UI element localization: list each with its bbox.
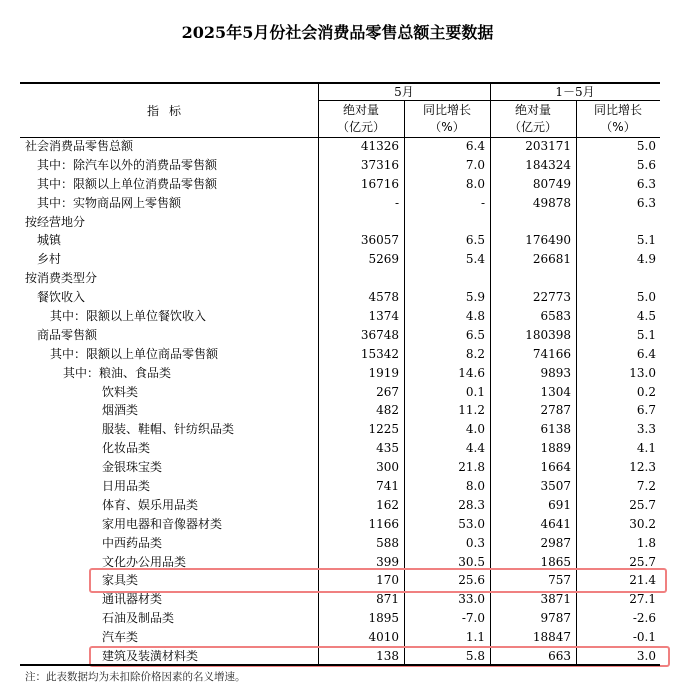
table-row [20,439,660,458]
may-yoy-value: 4.4 [465,441,485,456]
ytd-abs-value: 4641 [540,516,571,531]
ytd-abs-value: 663 [548,649,571,664]
ytd-yoy-value: -2.6 [632,611,656,626]
ytd-yoy-value: 7.2 [636,479,656,494]
ytd-abs-value: 6583 [540,309,571,324]
row-label: 城镇 [37,233,62,248]
table-row [20,609,660,628]
ytd-yoy-value: 25.7 [629,554,656,569]
row-label: 按经营地分 [25,214,86,229]
may-yoy-value: 5.9 [465,290,485,305]
row-label: 服装、鞋帽、针纺织品类 [102,422,235,437]
may-abs-value: 15342 [360,346,399,361]
ytd-yoy-value: 30.2 [629,516,656,531]
ytd-abs-value: 6138 [540,422,571,437]
may-abs-value: 435 [376,441,399,456]
table-row [20,307,660,326]
ytd-abs-value: 203171 [525,139,571,153]
ytd-yoy-value: 12.3 [629,460,656,475]
table-row [20,156,660,175]
ytd-abs-value: 2987 [540,535,571,550]
row-label: 其中：除汽车以外的消费品零售额 [37,157,218,172]
ytd-yoy-value: 13.0 [629,365,656,380]
may-abs-value: 1919 [368,365,399,380]
row-label: 建筑及装潢材料类 [102,649,199,664]
row-label: 体育、娱乐用品类 [102,497,199,512]
row-label: 商品零售额 [37,327,98,342]
may-yoy-value: 25.6 [458,573,485,588]
ytd-abs-value: 80749 [532,176,571,191]
table-row [20,137,660,156]
table-row [20,515,660,534]
may-yoy-value: 5.4 [465,252,485,267]
row-label: 日用品类 [102,479,151,494]
may-abs-value: 36748 [360,327,399,342]
may-yoy-value: 1.1 [465,630,485,645]
ytd-abs-value: 26681 [532,252,571,267]
may-yoy-value: 4.0 [465,422,485,437]
table-row [20,288,660,307]
ytd-abs-value: 757 [548,573,571,588]
may-abs-value: 588 [376,535,399,550]
table-row [20,250,660,269]
may-abs-value: 138 [376,649,399,664]
ytd-abs-value: 184324 [525,157,571,172]
may-abs-value: 300 [376,460,399,475]
ytd-abs-value: 9893 [540,365,571,380]
may-abs-value: 37316 [360,157,399,172]
may-yoy-value: 0.1 [465,384,485,399]
ytd-yoy-value: 21.4 [629,573,656,588]
may-abs-value: 399 [376,554,399,569]
header-ytd-abs: 绝对量 （亿元） [508,103,557,134]
table-row [20,326,660,345]
ytd-yoy-value: 4.1 [636,441,656,456]
row-label: 文化办公用品类 [102,554,187,569]
ytd-abs-value: 9787 [540,611,571,626]
table-row [20,534,660,553]
may-yoy-value: 14.6 [458,365,485,380]
row-label: 烟酒类 [102,403,139,418]
ytd-yoy-value: -0.1 [632,630,656,645]
may-yoy-value: 0.3 [465,535,485,550]
row-label: 金银珠宝类 [102,460,163,475]
ytd-yoy-value: 6.3 [636,195,656,210]
ytd-yoy-value: 5.0 [636,139,656,153]
may-yoy-value: 6.4 [465,139,485,153]
ytd-yoy-value: 5.0 [636,290,656,305]
ytd-yoy-value: 27.1 [629,592,656,607]
row-label: 家具类 [102,573,139,588]
table-row [20,628,660,647]
may-abs-value: 4010 [368,630,399,645]
ytd-abs-value: 180398 [525,327,571,342]
may-yoy-value: 33.0 [458,592,485,607]
table-row [20,231,660,250]
row-label: 其中：限额以上单位消费品零售额 [37,176,218,191]
may-abs-value: 871 [376,592,399,607]
may-abs-value: 16716 [360,176,399,191]
header-may-abs: 绝对量 （亿元） [336,103,385,134]
ytd-abs-value: 49878 [532,195,571,210]
table-row [20,194,660,213]
may-abs-value: 41326 [360,139,399,153]
table-bottom-rule [20,664,660,666]
row-label: 乡村 [37,252,62,267]
may-abs-value: - [394,195,399,210]
ytd-abs-value: 2787 [540,403,571,418]
row-label: 通讯器材类 [102,592,163,607]
table-row [20,477,660,496]
footnote: 注：此表数据均为未扣除价格因素的名义增速。 [25,671,246,683]
may-abs-value: 4578 [368,290,399,305]
may-abs-value: 741 [376,479,399,494]
table-row [20,496,660,515]
header-group-may: 5月 [394,85,414,99]
may-abs-value: 1225 [368,422,399,437]
table-row [20,345,660,364]
row-label: 其中：粮油、食品类 [63,365,172,380]
ytd-abs-value: 1889 [540,441,571,456]
header-may-yoy: 同比增长 （%） [422,103,471,134]
ytd-yoy-value: 5.1 [636,233,656,248]
ytd-yoy-value: 4.5 [636,309,656,324]
table-row [20,364,660,383]
ytd-yoy-value: 5.6 [636,157,656,172]
may-abs-value: 1374 [368,309,399,324]
header-ytd-yoy: 同比增长 （%） [593,103,642,134]
may-yoy-value: 30.5 [458,554,485,569]
ytd-abs-value: 18847 [532,630,571,645]
ytd-yoy-value: 6.3 [636,176,656,191]
may-yoy-value: 8.0 [465,479,485,494]
table-row [20,401,660,420]
may-yoy-value: 11.2 [458,403,485,418]
ytd-yoy-value: 0.2 [636,384,656,399]
table-row [20,269,660,288]
ytd-abs-value: 176490 [525,233,571,248]
ytd-yoy-value: 6.7 [636,403,656,418]
row-label: 其中：实物商品网上零售额 [37,195,182,210]
ytd-abs-value: 22773 [532,290,571,305]
row-label: 化妆品类 [102,441,151,456]
highlight-box-furniture [89,568,667,593]
may-abs-value: 1166 [368,516,399,531]
row-label: 汽车类 [102,630,139,645]
ytd-yoy-value: 3.3 [636,422,656,437]
may-abs-value: 482 [376,403,399,418]
ytd-yoy-value: 3.0 [636,649,656,664]
may-yoy-value: 6.5 [465,327,485,342]
may-yoy-value: 21.8 [458,460,485,475]
table-row [20,175,660,194]
row-label: 按消费类型分 [25,271,98,286]
table-row [20,213,660,232]
may-yoy-value: 6.5 [465,233,485,248]
may-yoy-value: 5.8 [465,649,485,664]
may-abs-value: 36057 [360,233,399,248]
may-abs-value: 267 [376,384,399,399]
row-label: 中西药品类 [102,535,163,550]
ytd-yoy-value: 1.8 [636,535,656,550]
row-label: 饮料类 [102,384,139,399]
may-yoy-value: - [480,195,485,210]
row-label: 餐饮收入 [37,290,86,305]
ytd-yoy-value: 6.4 [636,346,656,361]
ytd-abs-value: 1865 [540,554,571,569]
header-group-jan-may: 1－5月 [555,85,595,99]
ytd-abs-value: 3871 [540,592,571,607]
ytd-abs-value: 1664 [540,460,571,475]
ytd-yoy-value: 4.9 [636,252,656,267]
header-indicator: 指标 [146,104,191,118]
row-label: 其中：限额以上单位商品零售额 [50,346,219,361]
table-row [20,590,660,609]
may-yoy-value: 53.0 [458,516,485,531]
may-abs-value: 1895 [368,611,399,626]
may-yoy-value: 4.8 [465,309,485,324]
may-yoy-value: -7.0 [461,611,485,626]
table-row [20,458,660,477]
table-row [20,383,660,402]
table-row [20,420,660,439]
ytd-abs-value: 1304 [540,384,571,399]
ytd-yoy-value: 5.1 [636,327,656,342]
may-abs-value: 170 [376,573,399,588]
row-label: 家用电器和音像器材类 [102,516,223,531]
may-abs-value: 5269 [368,252,399,267]
row-label: 其中：限额以上单位餐饮收入 [50,309,207,324]
ytd-abs-value: 3507 [540,479,571,494]
table-header [20,84,660,137]
may-yoy-value: 8.0 [465,176,485,191]
may-yoy-value: 7.0 [465,157,485,172]
may-yoy-value: 28.3 [458,497,485,512]
row-label: 石油及制品类 [102,611,175,626]
may-yoy-value: 8.2 [465,346,485,361]
ytd-abs-value: 691 [548,497,571,512]
may-abs-value: 162 [376,497,399,512]
row-label: 社会消费品零售总额 [25,139,134,153]
ytd-abs-value: 74166 [532,346,571,361]
page-title: 2025年5月份社会消费品零售总额主要数据 [181,23,494,42]
ytd-yoy-value: 25.7 [629,497,656,512]
